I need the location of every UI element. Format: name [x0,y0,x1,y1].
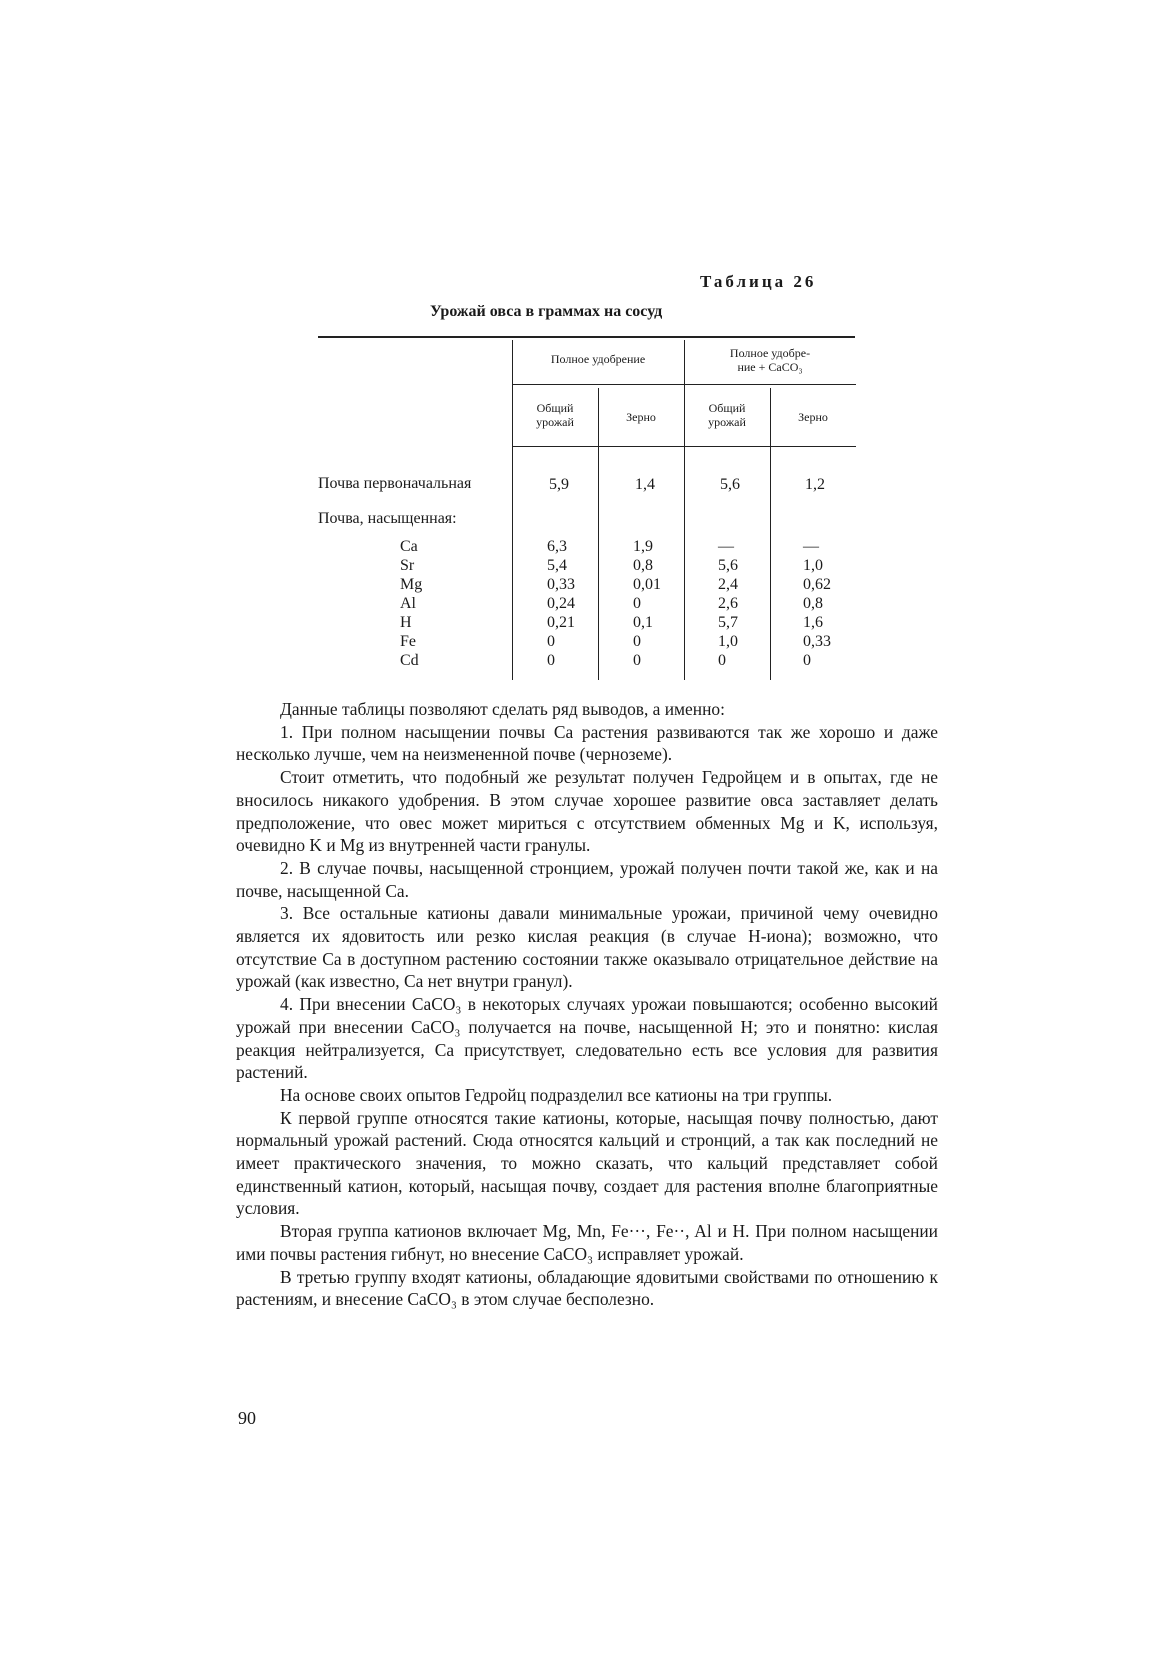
table-cell: 1,9 [633,538,653,555]
table-cell: — [803,538,819,555]
paragraph: К первой группе относятся такие катионы, которые, насыщая почву полностью, дают нормальный урожай растений. Сюда относятся кальций и стронций, а так как последний не имеет практического значения, то можно сказать, что кальций представляет собой единственный катион, который, насыщая почву, создает для растения вполне благоприятные условия. [236,1107,938,1219]
table-cell: 1,6 [803,614,823,631]
paragraph: 4. При внесении CaCO₃ в некоторых случаях урожаи повышаются; особенно высокий урожай при внесении CaCO₃ получается на почве, насыщенной H; это и понятно: кислая реакция нейтрализуется, Ca присутствует, следовательно есть все условия для развития растений. [236,994,938,1083]
table-cell: 0,24 [547,595,575,612]
table-cell: 0 [633,595,641,612]
paragraph: В третью группу входят катионы, обладающие ядовитыми свойствами по отношению к растениям, и внесение CaCO₃ в этом случае бесполезно. [236,1266,938,1310]
table-cell: 1,0 [718,633,738,650]
row-label-initial-soil: Почва первоначальная [318,475,472,492]
table-number: Таблица 26 [700,272,817,291]
paragraph: Данные таблицы позволяют сделать ряд выводов, а именно: [280,699,725,719]
table-title: Урожай овса в граммах на сосуд [430,303,663,320]
header-total-line2: урожай [708,415,746,429]
cation-label: Al [400,595,416,612]
table-cell: 2,6 [718,595,738,612]
vline-3 [684,340,685,680]
table-cell: 5,6 [718,557,738,574]
table-cell: 0 [547,633,555,650]
table-cell: 0,62 [803,576,831,593]
table-cell: 1,0 [803,557,823,574]
table-cell: 0,1 [633,614,653,631]
column-total-yield-full [547,537,575,670]
header-total-yield-1 [512,401,598,429]
table-cell: 6,3 [547,538,567,555]
table-cell: 0,33 [547,576,575,593]
cation-label: Cd [400,652,419,669]
table-cell: 0 [547,652,555,669]
header-total-yield-2 [684,401,770,429]
table-cell: 0,33 [803,633,831,650]
cell-initial-col1: 5,9 [549,476,569,493]
header-grain-1: Зерно [626,410,656,424]
body-text [236,698,938,1311]
paragraph: На основе своих опытов Гедройц подразделил все катионы на три группы. [280,1084,833,1105]
column-grain-full [633,537,661,670]
page-number: 90 [238,1408,256,1428]
cation-label: Sr [400,557,415,574]
cell-initial-col2: 1,4 [635,476,655,493]
header-grain-2: Зерно [798,410,828,424]
header-full-fertilizer: Полное удобрение [550,352,646,366]
header-total-line1: Общий [708,401,746,415]
cation-label: Mg [400,576,423,593]
table-cell: 0,01 [633,576,661,593]
cation-label: Fe [400,633,416,650]
table-cell: 0,8 [803,595,823,612]
paragraph: Вторая группа катионов включает Mg, Mn, Fe···, Fe··, Al и H. При полном насыщении ими почвы растения гибнут, но внесение CaCO₃ исправляет урожай. [236,1221,938,1264]
header-full-fertilizer-caco3 [684,346,856,374]
table-cell: 0 [718,652,726,669]
column-total-yield-caco3 [718,537,738,670]
paragraph: 2. В случае почвы, насыщенной стронцием, урожай получен почти такой же, как и на почве, насыщенной Ca. [236,857,938,901]
header-group2-line1: Полное удобре- [729,346,811,360]
table-cell: 5,7 [718,614,738,631]
cation-list [400,537,422,670]
cell-initial-col3: 5,6 [720,476,740,493]
table-cell: 0 [633,652,641,669]
header-group2-line2: ние + CaCO₃ [737,360,803,374]
cation-label: H [400,614,412,631]
paragraph: 1. При полном насыщении почвы Ca растения развиваются так же хорошо и даже несколько лучше, чем на неизмененной почве (черноземе). [236,721,938,765]
cation-label: Ca [400,538,418,555]
table-top-rule [318,336,855,338]
paragraph: 3. Все остальные катионы давали минимальные урожаи, причиной чему очевидно является их ядовитость или резко кислая реакция (в случае H-иона); возможно, что отсутствие Ca в доступном растению состоянии также оказывало отрицательное действие на урожай (как известно, Ca нет внутри гранул). [236,903,938,992]
table-cell: 0,8 [633,557,653,574]
table-cell: 2,4 [718,576,738,593]
paragraph: Стоит отметить, что подобный же результат получен Гедройцем и в опытах, где не вносилось никакого удобрения. В этом случае хорошее развитие овса заставляет делать предположение, что овес может мириться с отсутствием обменных Mg и K, используя, очевидно K и Mg из внутренней части гранулы. [236,767,938,856]
cell-initial-col4: 1,2 [805,476,825,493]
vline-4 [770,388,771,680]
vline-1 [512,340,513,680]
table-cell: 0 [633,633,641,650]
row-label-saturated-soil: Почва, насыщенная: [318,510,457,527]
table-cell: — [718,538,734,555]
header-total-line2: урожай [536,415,574,429]
table-cell: 0,21 [547,614,575,631]
table-cell: 5,4 [547,557,567,574]
table-cell: 0 [803,652,811,669]
header-total-line1: Общий [536,401,574,415]
column-grain-caco3 [803,537,831,670]
vline-2 [598,388,599,680]
